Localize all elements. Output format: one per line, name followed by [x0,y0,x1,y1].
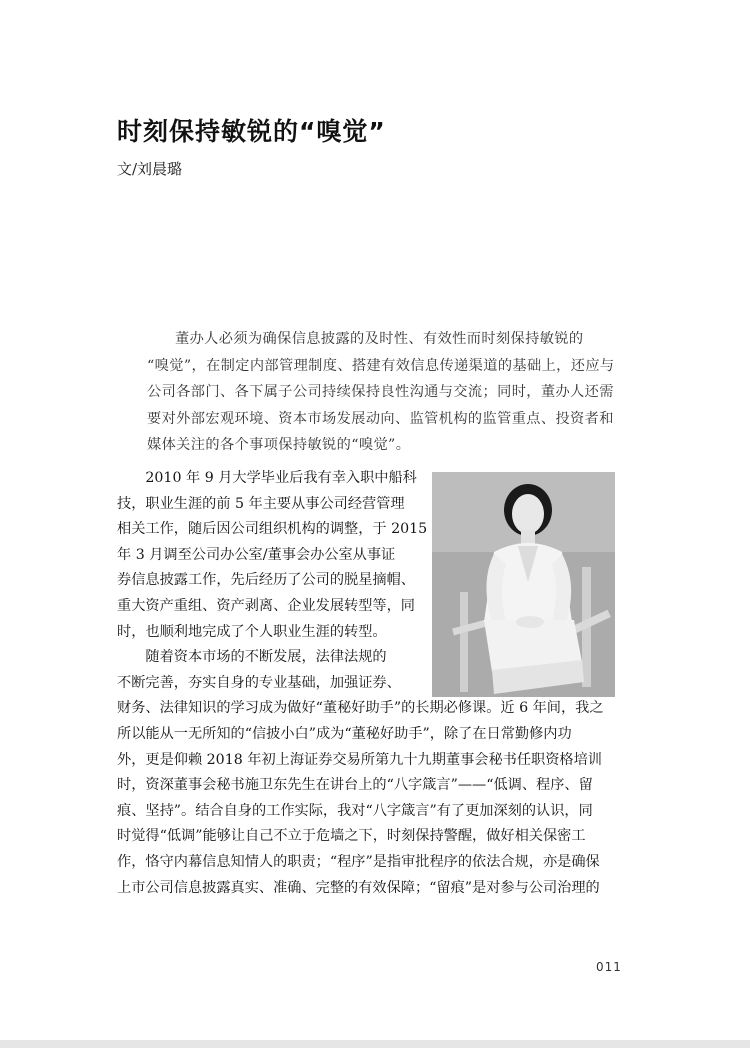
body-line: 时，也顺利地完成了个人职业生涯的转型。 [117,623,387,640]
body-line: 时觉得“低调”能够让自己不立于危墙之下，时刻保持警醒，做好相关保密工 [117,828,586,845]
body-line: 随着资本市场的不断发展，法律法规的 [117,649,387,666]
body-line: 时，资深董事会秘书施卫东先生在讲台上的“八字箴言”——“低调、程序、留 [117,777,593,794]
body-line: 年 3 月调至公司办公室/董事会办公室从事证 [117,546,396,563]
page-number: 011 [596,960,622,974]
body-line: 外，更是仰赖 2018 年初上海证券交易所第九十九期董事会秘书任职资格培训 [117,751,602,768]
body-line: 所以能从一无所知的“信披小白”成为“董秘好助手”，除了在日常勤修内功 [117,725,572,742]
body-line: 相关工作，随后因公司组织机构的调整，于 2015 [117,521,428,538]
article-body [117,466,637,901]
abstract-line: 媒体关注的各个事项保持敏锐的“嗅觉”。 [147,437,411,453]
body-line: 痕、坚持”。结合自身的工作实际，我对“八字箴言”有了更加深刻的认识，同 [117,802,593,819]
abstract-line: “嗅觉”，在制定内部管理制度、搭建有效信息传递渠道的基础上，还应与 [147,357,615,374]
article-byline: 文/刘晨璐 [117,160,183,178]
body-line: 财务、法律知识的学习成为做好“董秘好助手”的长期必修课。近 6 年间，我之 [117,700,604,717]
body-line: 技，职业生涯的前 5 年主要从事公司经营管理 [117,495,405,512]
body-line: 上市公司信息披露真实、准确、完整的有效保障；“留痕”是对参与公司治理的 [117,879,600,896]
body-line: 2010 年 9 月大学毕业后我有幸入职中船科 [117,470,417,486]
article-title: 时刻保持敏锐的“嗅觉” [117,117,386,146]
body-line: 重大资产重组、资产剥离、企业发展转型等，同 [117,597,415,614]
article-abstract [147,326,635,459]
body-line: 券信息披露工作，先后经历了公司的脱星摘帽、 [117,572,415,589]
body-line: 作，恪守内幕信息知情人的职责；“程序”是指审批程序的依法合规，亦是确保 [117,853,600,870]
abstract-line: 公司各部门、各下属子公司持续保持良性沟通与交流；同时，董办人还需 [147,384,614,400]
bottom-divider [0,1040,750,1048]
body-line: 不断完善，夯实自身的专业基础，加强证券、 [117,674,401,691]
abstract-line: 董办人必须为确保信息披露的及时性、有效性而时刻保持敏锐的 [175,331,584,347]
abstract-line: 要对外部宏观环境、资本市场发展动向、监管机构的监管重点、投资者和 [147,410,614,427]
